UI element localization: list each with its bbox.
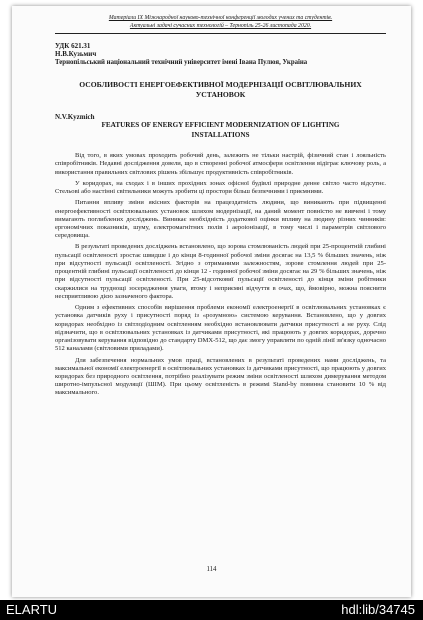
- body-paragraph: Для забезпечення нормальних умов праці, встановлених в результаті проведених нами досліджень, та максимальної економії електроенергії в освітлювальних установках із датчиками присутності, що працюють у довгих коридорах без природного освітлення, потрібно реалізувати режим зміни освітленості шляхом димерування методом широтно-імпульсної модуляції (ШІМ). При цьому освітленість в режимі Stand-by повинна становити 10 % від максимального.: [55, 356, 386, 397]
- conference-header-line1: Матеріали IX Міжнародної науково-технічної конференції молодих учених та студентів.: [108, 15, 333, 21]
- paper-title-ua: ОСОБЛИВОСТІ ЕНЕРГОЕФЕКТИВНОЇ МОДЕРНІЗАЦІЇ ОСВІТЛЮВАЛЬНИХ УСТАНОВОК: [79, 79, 362, 99]
- document-page: [12, 6, 411, 597]
- conference-header: [55, 15, 386, 31]
- header-rule: [55, 33, 386, 34]
- handle-identifier: hdl:lib/34745: [341, 602, 415, 617]
- udc-code: УДК 621.31: [55, 41, 91, 50]
- repository-name: ELARTU: [6, 602, 58, 617]
- body-paragraph: Від того, в яких умовах проходить робочий день, залежить не тільки настрій, фізичний стан і лояльність співробітників. Недавні дослідження довели, що в створенні робочої атмосфери освітлення відіграє ключову роль, а використання правильних світлових рішень збільшує продуктивність співробітників.: [55, 152, 386, 176]
- body-paragraph: Питання впливу зміни якісних факторів на працездатність людини, що виникають при підвищенні енергоефективності освітлювальних установок шляхом модернізації, на даний момент повністю не вивчені і тому вимагають поглиблених досліджень. Виникає необхідність додаткової оцінки впливу на людину різних чинників: ергономічних показників, шуму, електромагнітних полів і аероіонізації, в тому числі і параметрів світлового середовища.: [55, 199, 386, 240]
- author-name: Н.В.Кузьмич: [55, 50, 97, 59]
- paper-body: [55, 152, 386, 398]
- paper-title-en: FEATURES OF ENERGY EFFICIENT MODERNIZATION OF LIGHTING INSTALLATIONS: [101, 121, 340, 139]
- author-name-en: N.V.Kyzmich: [55, 112, 95, 121]
- conference-header-line2: Актуальні задачі сучасних технологій – Тернопіль 25-26 листопада 2020.: [129, 22, 312, 29]
- author-affiliation: Тернопільський національний технічний університет імені Івана Пулюя, Україна: [55, 59, 308, 67]
- body-paragraph: У коридорах, на сходах і в інших прохідних зонах офісної будівлі природне денне світло часто відсутнє. Стельові або настінні світильники можуть зробити ці простори більш безпечними і приємними.: [55, 179, 386, 196]
- repository-footer-bar: [0, 600, 423, 620]
- page-number: 114: [206, 566, 217, 573]
- body-paragraph: В результаті проведених досліджень встановлено, що зорова стомлюваність людей при 25-процентній глибині пульсації освітленості зростає швидше і до кінця 8-годинної робочої зміни досягає на 13,5 % більших значень, ніж при відсутності пульсації освітленості. Згідно з отриманими залежностям, зорове стомлення людей при 25-процентній глибині пульсації освітленості до кінця 12 - годинної робочої зміни досягає на 29 % більших значень, ніж при відсутності пульсації освітленості. При 25-відсотковиї пульсації освітленості до кінця зміни робітники скаржилися на труднощі зосередження уваги, втому і неприємні відчуття в очах, що, ймовірно, можна пояснити несприятливою дією зазначеного фактора.: [55, 243, 386, 300]
- body-paragraph: Одним з ефективних способів вирішення проблеми економії електроенергії в освітлювальних установках є установка датчиків руху і присутності поряд із «розумною» системою керування. Встановлено, що у довгих коридорах необхідно із світлодіодним освітленням необхідно встановлювати датчики присутності а не руху. Слід відзначити, що в освітлювальних установках із датчиками присутності, які працюють у довгих коридорах, доречно організовувати керування відповідно до стандарту DMX-512, що дає змогу управляти по одній лінії зв'язку одночасно 512 каналами (світловими приладами).: [55, 304, 386, 353]
- page-content: [55, 15, 386, 401]
